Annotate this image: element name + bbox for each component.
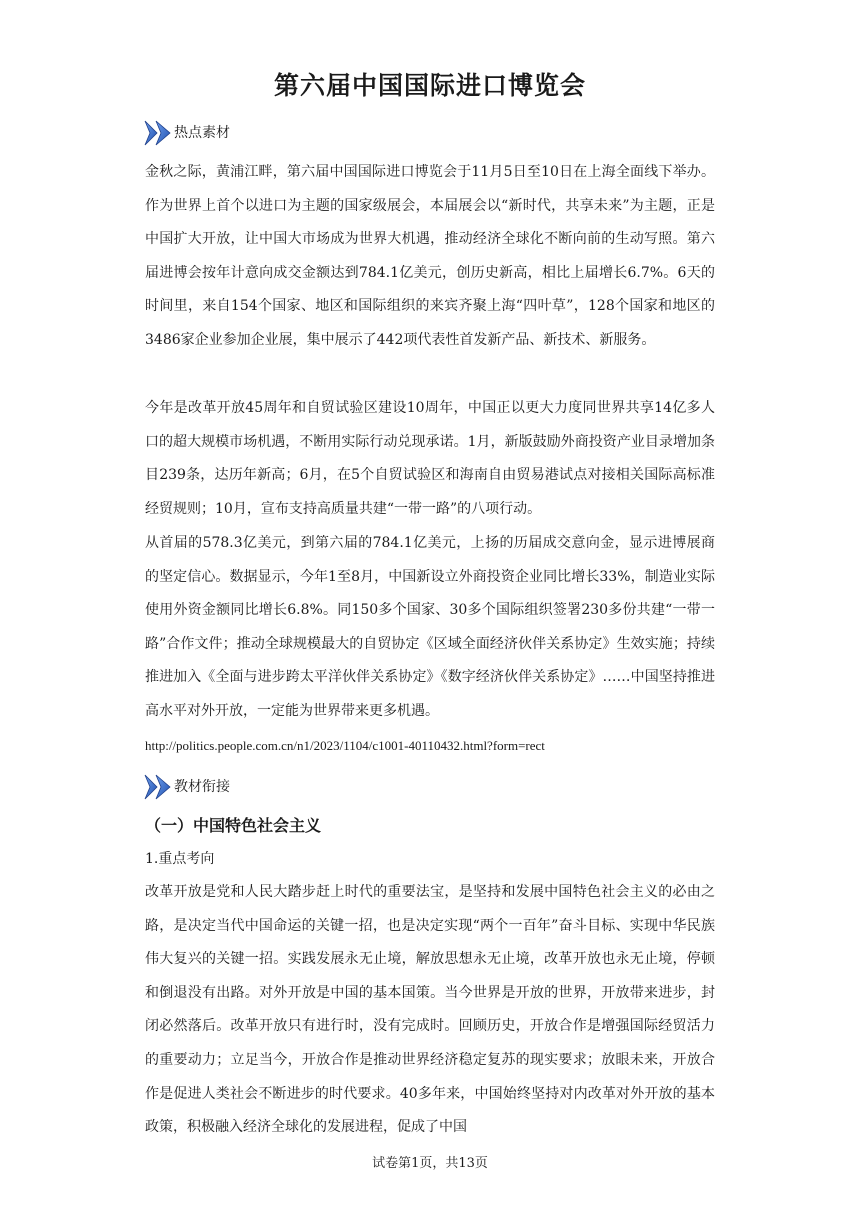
source-link[interactable]: http://politics.people.com.cn/n1/2023/1104/c1001-40110432.html?form=rect [145,738,545,753]
section-label: 教材衔接 [174,779,230,795]
section-label: 热点素材 [174,125,230,141]
heading-key-points: 1.重点考向 [145,851,215,867]
page-title: 第六届中国国际进口博览会 [273,71,586,100]
paragraph-opening-up: 改革开放是党和人民大踏步赶上时代的重要法宝，是坚持和发展中国特色社会主义的必由之路，是决定当代中国命运的关键一招，也是决定实现“两个一百年”奋斗目标、实现中华民族伟大复兴的关键一招。实践发展永无止境，解放思想永无止境，改革开放也永无止境，停顿和倒退没有出路。对外开放是中国的基本国策。当今世界是开放的世界，开放带来进步，封闭必然落后。改革开放只有进行时，没有完成时。回顾历史，开放合作是增强国际经贸活力的重要动力；立足当今，开放合作是推动世界经济稳定复苏的现实要求；放眼未来，开放合作是促进人类社会不断进步的时代要求。40多年来，中国始终坚持对内改革对外开放的基本政策，积极融入经济全球化的发展进程，促成了中国 [145,884,715,1136]
section-header-textbook-link [144,772,230,802]
double-arrow-icon [144,120,172,146]
paragraph-trade: 从首届的578.3亿美元，到第六届的784.1亿美元，上扬的历届成交意向金，显示进博展商的坚定信心。数据显示，今年1至8月，中国新设立外商投资企业同比增长33%，制造业实际使用外资金额同比增长6.8%。同150多个国家、30多个国际组织签署230多份共建“一带一路”合作文件；推动全球规模最大的自贸协定《区域全面经济伙伴关系协定》生效实施；持续推进加入《全面与进步跨太平洋伙伴关系协定》《数字经济伙伴关系协定》……中国坚持推进高水平对外开放，一定能为世界带来更多机遇。 [145,535,715,719]
paragraph-reform: 今年是改革开放45周年和自贸试验区建设10周年，中国正以更大力度同世界共享14亿多人口的超大规模市场机遇，不断用实际行动兑现承诺。1月，新版鼓励外商投资产业目录增加条目239条，达历年新高；6月，在5个自贸试验区和海南自由贸易港试点对接相关国际高标准经贸规则；10月，宣布支持高质量共建“一带一路”的八项行动。 [145,400,715,517]
double-arrow-icon [144,774,172,800]
heading-socialism: （一）中国特色社会主义 [145,816,322,835]
page-footer: 试卷第1页，共13页 [372,1156,488,1171]
paragraph-intro: 金秋之际，黄浦江畔，第六届中国国际进口博览会于11月5日至10日在上海全面线下举办。作为世界上首个以进口为主题的国家级展会，本届展会以“新时代，共享未来”为主题，正是中国扩大开放，让中国大市场成为世界大机遇，推动经济全球化不断向前的生动写照。第六届进博会按年计意向成交金额达到784.1亿美元，创历史新高，相比上届增长6.7%。6天的时间里，来自154个国家、地区和国际组织的来宾齐聚上海“四叶草”，128个国家和地区的3486家企业参加企业展，集中展示了442项代表性首发新产品、新技术、新服务。 [145,164,715,348]
section-header-hot-material [144,118,230,148]
